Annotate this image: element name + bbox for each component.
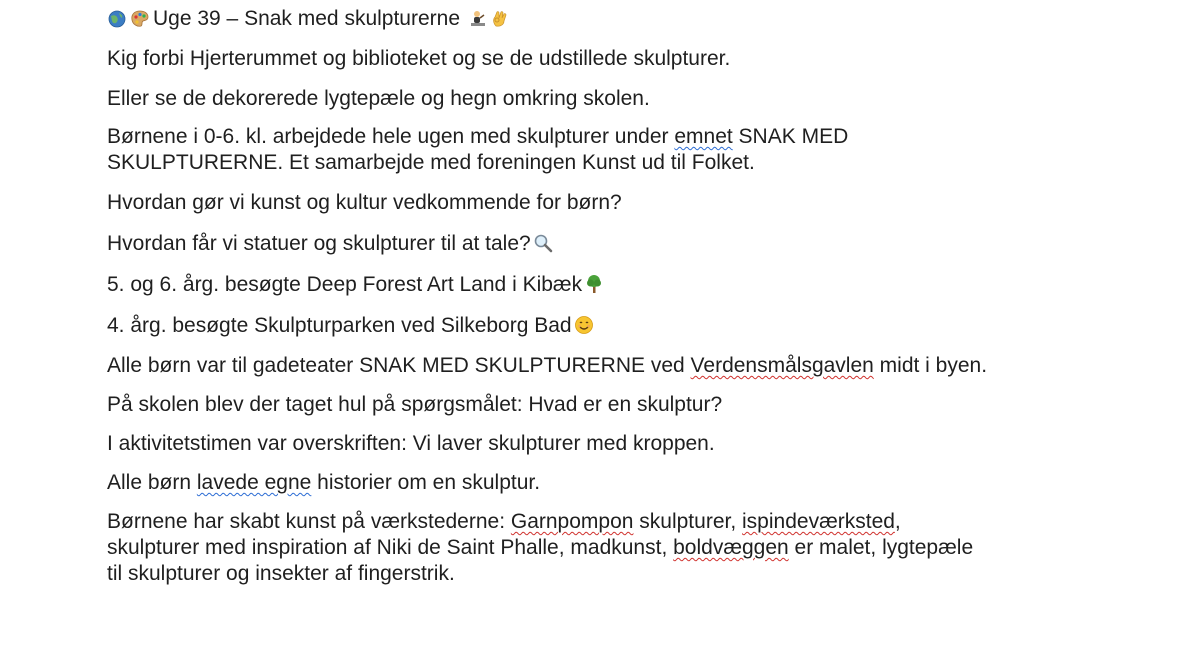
- paragraph-12-text: er malet, lygtepæle: [788, 536, 974, 559]
- paragraph-3-line2: SKULPTURERNE. Et samarbejde med foreningen Kunst ud til Folket.: [107, 151, 755, 174]
- artist-palette-icon: [130, 9, 150, 29]
- paragraph-12-text: skulpturer,: [633, 510, 743, 533]
- paragraph-5: [107, 231, 1107, 257]
- spelling-flag-verdensmaalsgavlen[interactable]: Verdensmålsgavlen: [690, 354, 874, 377]
- paragraph-6: [107, 272, 1107, 298]
- smiling-face-icon: [574, 315, 594, 335]
- paragraph-3: [107, 124, 1107, 176]
- paragraph-12-line3: til skulpturer og insekter af fingerstrik.: [107, 562, 455, 585]
- tree-icon: [584, 274, 604, 294]
- paragraph-12-text: Børnene har skabt kunst på værkstederne:: [107, 510, 511, 533]
- spelling-flag-garnpompon[interactable]: Garnpompon: [510, 510, 634, 533]
- paragraph-8: [107, 353, 1107, 379]
- paragraph-8-text: midt i byen.: [873, 354, 988, 377]
- paragraph-9: På skolen blev der taget hul på spørgsmålet: Hvad er en skulptur?: [107, 393, 723, 416]
- paragraph-1: Kig forbi Hjerterummet og biblioteket og se de udstillede skulpturer.: [107, 47, 731, 70]
- paragraph-2: Eller se de dekorerede lygtepæle og hegn omkring skolen.: [107, 87, 650, 110]
- grammar-flag-lavede-egne[interactable]: lavede egne: [196, 471, 312, 494]
- ok-hand-icon: [490, 9, 510, 29]
- paragraph-11: [107, 470, 1107, 496]
- document-body: [107, 0, 1107, 587]
- paragraph-11-text: historier om en skulptur.: [311, 471, 541, 494]
- paragraph-3-text: SNAK MED: [732, 125, 849, 148]
- grammar-flag-emnet[interactable]: emnet: [674, 125, 733, 148]
- paragraph-12-text: skulpturer med inspiration af Niki de Saint Phalle, madkunst,: [107, 536, 674, 559]
- sculptor-icon: [468, 9, 488, 29]
- paragraph-11-text: Alle børn: [107, 471, 197, 494]
- spelling-flag-ispindevaerksted[interactable]: ispindeværksted: [742, 510, 895, 533]
- paragraph-6-text: 5. og 6. årg. besøgte Deep Forest Art Land i Kibæk: [107, 273, 583, 296]
- post-title-text: Uge 39 – Snak med skulpturerne: [153, 7, 461, 30]
- paragraph-10: I aktivitetstimen var overskriften: Vi laver skulpturer med kroppen.: [107, 432, 715, 455]
- paragraph-7: [107, 313, 1107, 339]
- paragraph-7-text: 4. årg. besøgte Skulpturparken ved Silkeborg Bad: [107, 314, 572, 337]
- paragraph-12: [107, 509, 1107, 587]
- paragraph-3-text: Børnene i 0-6. kl. arbejdede hele ugen med skulpturer under: [107, 125, 675, 148]
- paragraph-12-text: ,: [894, 510, 901, 533]
- paragraph-4: Hvordan gør vi kunst og kultur vedkommende for børn?: [107, 191, 622, 214]
- spelling-flag-boldvaeggen[interactable]: boldvæggen: [673, 536, 789, 559]
- paragraph-8-text: Alle børn var til gadeteater SNAK MED SKULPTURERNE ved: [107, 354, 691, 377]
- magnifying-glass-icon: [533, 233, 553, 253]
- globe-icon: [107, 9, 127, 29]
- paragraph-5-text: Hvordan får vi statuer og skulpturer til at tale?: [107, 232, 531, 255]
- post-title: [107, 6, 1107, 32]
